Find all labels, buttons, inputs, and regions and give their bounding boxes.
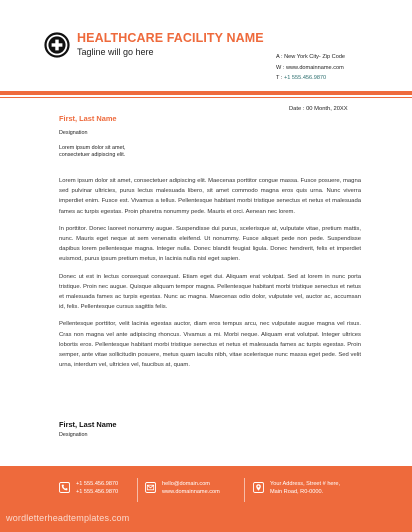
footer-address-line-1: Your Address, Street # here, (270, 481, 341, 487)
header-address: New York City- Zip Code (284, 54, 346, 60)
sender-address (59, 145, 179, 159)
closing-name: First, Last Name (59, 420, 117, 429)
footer-separator (244, 478, 245, 502)
watermark: wordletterheadtemplates.com (6, 513, 130, 523)
phone-icon (59, 482, 70, 493)
facility-name: HEALTHCARE FACILITY NAME (77, 31, 264, 45)
header-address-line: A : New York City- Zip Code (276, 54, 346, 60)
web-label: W (276, 64, 282, 71)
header-web: www.domainname.com (285, 64, 344, 71)
header-web-line: W : www.domainname.com (276, 64, 344, 71)
letter-paragraph-1: Lorem ipsum dolor sit amet, consectetuer adipiscing elit. Maecenas porttitor congue massa. Fusce posuere, magna sed pulvinar ultricies, purus lectus malesuada libero, sit amet commodo magna eros quis urna. Nunc viverra imperdiet enim. Fusce est. Vivamus a tellus. Pellentesque habitant morbi tristique senectus et netus et malesuada fames ac turpis egestas. Proin pharetra nonummy pede. Mauris et orci. Aenean nec lorem. (59, 178, 361, 215)
phone-label: T (276, 75, 280, 81)
address-label: A (276, 54, 280, 60)
email-icon (145, 482, 156, 493)
tagline: Tagline will go here (77, 47, 154, 57)
header-contact (276, 52, 345, 84)
letter-paragraph-3: Donec ut est in lectus consequat consequat. Etiam eget dui. Aliquam erat volutpat. Sed at lorem in nunc porta tristique. Proin nec augue. Quisque aliquam tempor magna. Pellentesque habitant morbi tristique senectus et netus et malesuada fames ac turpis egestas. Nunc ac magna. Maecenas odio dolor, vulputate vel, auctor ac, accumsan id, felis. Pellentesque cursus sagittis felis. (59, 273, 361, 311)
footer-phone-2: +1 555.456.9870 (76, 488, 119, 495)
footer-separator (137, 478, 138, 502)
header-phone-line: T : +1 555.456.9870 (276, 75, 327, 81)
letter-paragraph-4: Pellentesque porttitor, velit lacinia egestas auctor, diam eros tempus arcu, nec vulputate augue magna vel risus. Cras non magna vel ante adipiscing rhoncus. Vivamus a mi. Morbi neque. Aliquam erat volutpat. Integer ultrices lobortis eros. Pellentesque habitant morbi tristique senectus et netus et malesuada fames ac turpis egestas. Proin semper, ante vitae sollicitudin posuere, metus quam iaculis nibh, vitae scelerisque nunc massa eget pede. Sed velit urna, interdum vel, ultricies vel, faucibus at, quam. (59, 321, 361, 369)
footer-address (270, 481, 340, 496)
letter-body (59, 176, 361, 377)
header-phone: +1 555.456.9870 (284, 75, 327, 81)
location-pin-icon (253, 482, 264, 493)
sender-name: First, Last Name (59, 114, 117, 123)
footer-phones (76, 481, 118, 496)
footer-address-line-2: Main Road, R0-0000. (270, 488, 324, 495)
footer-web[interactable]: www.domainname.com (162, 488, 220, 495)
footer-email[interactable]: hello@domain.com (162, 481, 210, 487)
header-rule-thin (0, 97, 412, 98)
letter-date: Date : 00 Month, 20XX (289, 106, 348, 112)
footer-online (162, 481, 220, 496)
letter-paragraph-2: In porttitor. Donec laoreet nonummy augue. Suspendisse dui purus, scelerisque at, vulputate vitae, pretium mattis, nunc. Mauris eget neque at sem venenatis eleifend. Ut nonummy. Fusce aliquet pede non pede. Suspendisse dapibus lorem pellentesque magna. Integer nulla. Donec blandit feugiat ligula. Donec hendrerit, felis et imperdiet euismod, purus ipsum pretium metus, in lacinia nulla nisl eget sapien. (59, 225, 361, 263)
sender-address-line-2: consectetuer adipiscing elit. (59, 151, 126, 158)
footer-phone-1: +1 555.456.9870 (76, 481, 119, 487)
header-rule-thick (0, 91, 412, 95)
sender-designation: Designation (59, 130, 88, 136)
sender-address-line-1: Lorem ipsum dolor sit amet, (59, 145, 126, 151)
medical-cross-icon (44, 32, 70, 58)
closing-designation: Designation (59, 432, 88, 438)
